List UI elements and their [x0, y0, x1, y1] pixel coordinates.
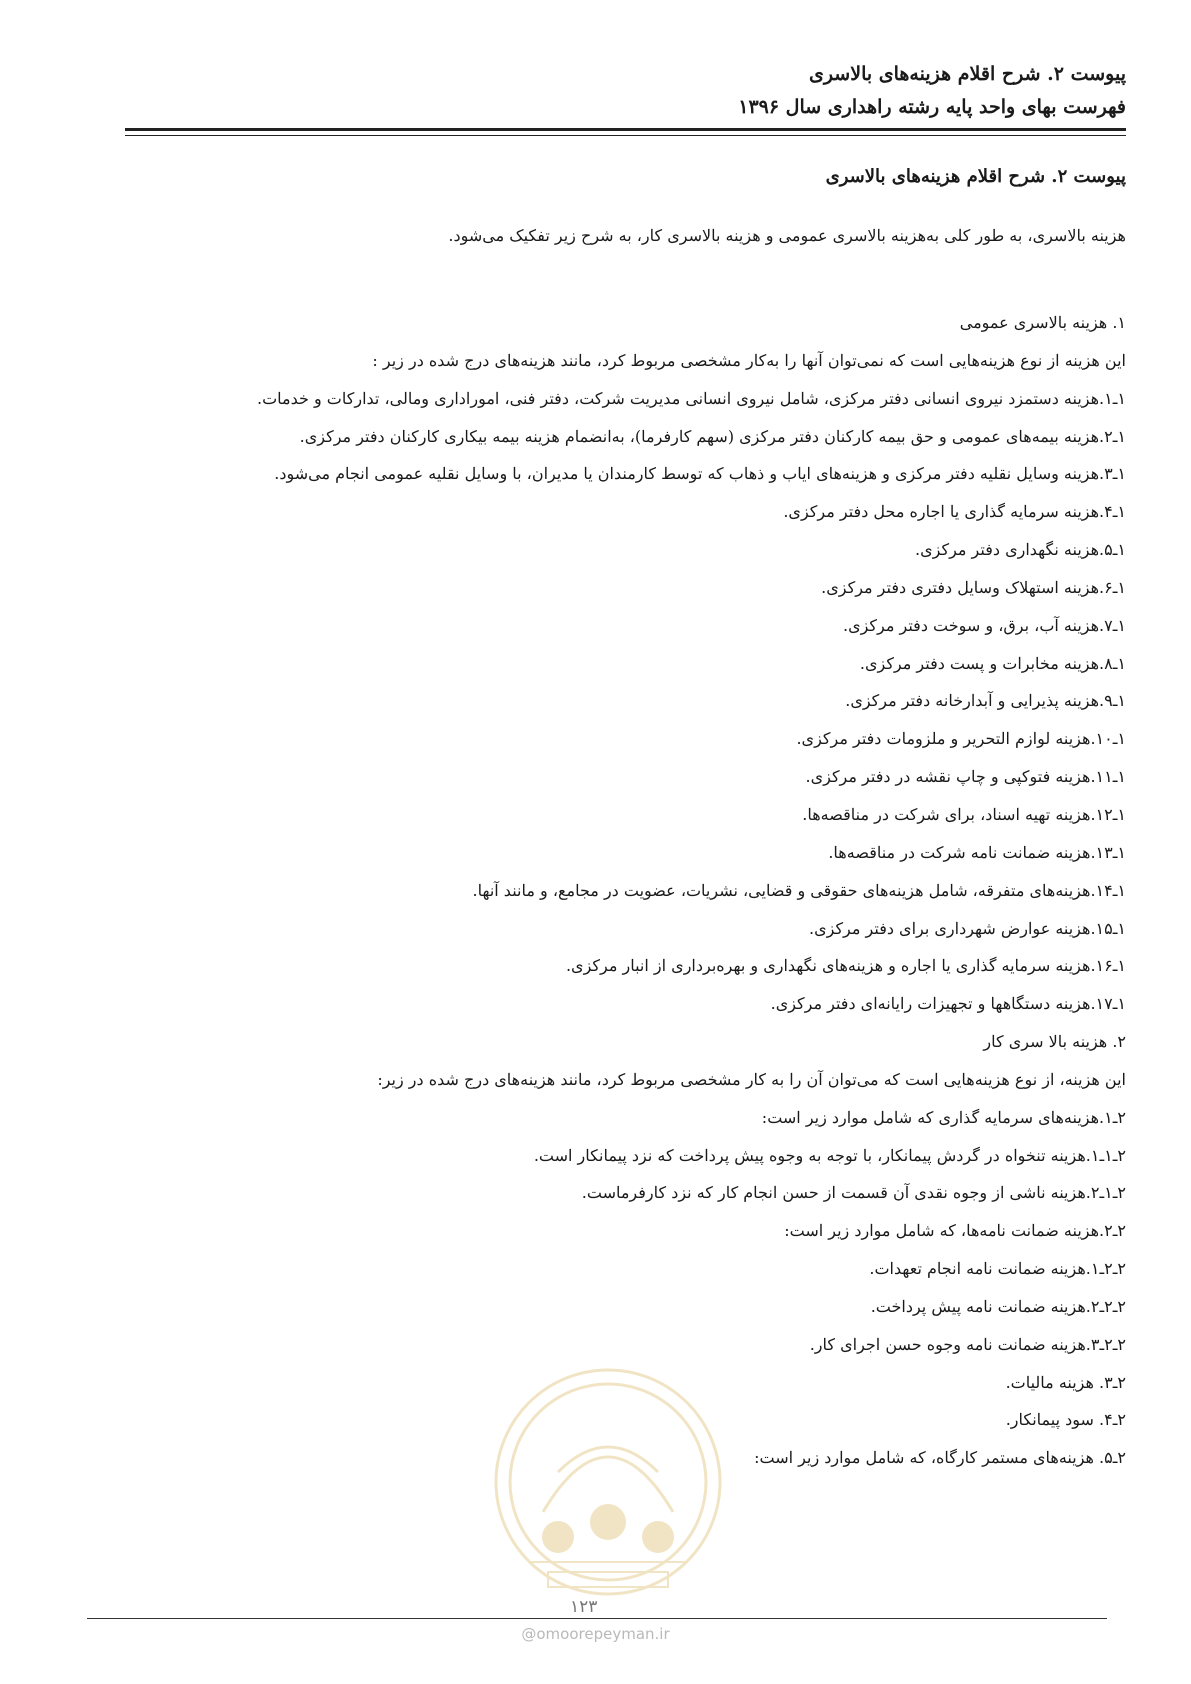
line-item-1-15: ۱ـ۱۵.هزینه عوارض شهرداری برای دفتر مرکزی.: [809, 918, 1126, 938]
page-header: [126, 58, 1126, 124]
line-item-2-2-1: ۲ـ۲ـ۱.هزینه ضمانت نامه انجام تعهدات.: [869, 1259, 1126, 1279]
line-item-1-7: ۱ـ۷.هزینه آب، برق، و سوخت دفتر مرکزی.: [842, 615, 1126, 635]
line-item-2-1-2: ۲ـ۱ـ۲.هزینه ناشی از وجوه نقدی آن قسمت از حسن انجام کار که نزد کارفرماست.: [581, 1183, 1126, 1203]
header-line-1: پیوست ۲. شرح اقلام هزینه‌های بالاسری: [808, 63, 1126, 85]
page-number: ۱۲۳: [570, 1597, 598, 1617]
footer-website-watermark: @omoorepeyman.ir: [521, 1625, 670, 1643]
line-item-1-9: ۱ـ۹.هزینه پذیرایی و آبدارخانه دفتر مرکزی.: [845, 691, 1126, 711]
line-overhead-general: ۱. هزینه بالاسری عمومی: [959, 313, 1126, 332]
line-item-2-2: ۲ـ۲.هزینه ضمانت نامه‌ها، که شامل موارد زیر است:: [784, 1221, 1126, 1241]
line-item-2-3: ۲ـ۳. هزینه مالیات.: [1005, 1372, 1126, 1392]
line-item-2-4: ۲ـ۴. سود پیمانکار.: [1005, 1410, 1126, 1430]
header-rule-thin: [125, 135, 1126, 136]
line-item-1-14: ۱ـ۱۴.هزینه‌های متفرقه، شامل هزینه‌های حقوقی و قضایی، نشریات، عضویت در مجامع، و مانند آنها.: [472, 880, 1126, 900]
line-item-2-2-3: ۲ـ۲ـ۳.هزینه ضمانت نامه وجوه حسن اجرای کار.: [809, 1334, 1126, 1354]
line-overhead-work: ۲. هزینه بالا سری کار: [983, 1032, 1126, 1052]
line-item-1-6: ۱ـ۶.هزینه استهلاک وسایل دفتری دفتر مرکزی.: [821, 577, 1126, 597]
line-item-1-5: ۱ـ۵.هزینه نگهداری دفتر مرکزی.: [915, 540, 1126, 560]
line-item-1-1: ۱ـ۱.هزینه دستمزد نیروی انسانی دفتر مرکزی، شامل نیروی انسانی مدیریت شرکت، دفتر فنی، اموراداری ومالی، تدارکات و خدمات.: [257, 388, 1126, 408]
line-item-2-2-2: ۲ـ۲ـ۲.هزینه ضمانت نامه پیش پرداخت.: [870, 1296, 1126, 1316]
body-lines: [96, 304, 1126, 1477]
line-item-1-8: ۱ـ۸.هزینه مخابرات و پست دفتر مرکزی.: [859, 653, 1126, 673]
header-line-2: فهرست بهای واحد پایه رشته راهداری سال ۱۳۹۶: [738, 96, 1126, 118]
line-item-1-11: ۱ـ۱۱.هزینه فتوکپی و چاپ نقشه در دفتر مرکزی.: [805, 767, 1126, 787]
line-item-1-2: ۱ـ۲.هزینه بیمه‌های عمومی و حق بیمه کارکنان دفتر مرکزی (سهم کارفرما)، به‌انضمام هزینه بیمه بیکاری کارکنان دفتر مرکزی.: [299, 426, 1126, 446]
line-item-1-13: ۱ـ۱۳.هزینه ضمانت نامه شرکت در مناقصه‌ها.: [828, 842, 1126, 862]
line-item-1-12: ۱ـ۱۲.هزینه تهیه اسناد، برای شرکت در مناقصه‌ها.: [802, 804, 1126, 824]
line-item-1-10: ۱ـ۱۰.هزینه لوازم التحریر و ملزومات دفتر مرکزی.: [796, 729, 1126, 749]
line-item-2-1: ۲ـ۱.هزینه‌های سرمایه گذاری که شامل موارد زیر است:: [761, 1107, 1126, 1127]
intro-paragraph: هزینه بالاسری، به طور کلی به‌هزینه بالاسری عمومی و هزینه بالاسری کار، به شرح زیر تفکیک می‌شود.: [448, 226, 1126, 245]
section-title: پیوست ۲. شرح اقلام هزینه‌های بالاسری: [825, 166, 1126, 187]
line-item-1-17: ۱ـ۱۷.هزینه دستگاهها و تجهیزات رایانه‌ای دفتر مرکزی.: [770, 994, 1126, 1014]
line-item-1-3: ۱ـ۳.هزینه وسایل نقلیه دفتر مرکزی و هزینه‌های ایاب و ذهاب که توسط کارمندان یا مدیران، با وسایل نقلیه عمومی انجام می‌شود.: [274, 464, 1126, 484]
line-work-definition: این هزینه، از نوع هزینه‌هایی است که می‌توان آن را به کار مشخصی مربوط کرد، مانند هزینه‌های درج شده در زیر:: [377, 1069, 1126, 1089]
line-general-definition: این هزینه از نوع هزینه‌هایی است که نمی‌توان آنها را به‌کار مشخصی مربوط کرد، مانند هزینه‌های درج شده در زیر :: [372, 350, 1126, 370]
line-item-2-5: ۲ـ۵. هزینه‌های مستمر کارگاه، که شامل موارد زیر است:: [754, 1448, 1126, 1468]
header-rule-thick: [125, 128, 1126, 131]
line-item-1-16: ۱ـ۱۶.هزینه سرمایه گذاری یا اجاره و هزینه‌های نگهداری و بهره‌برداری از انبار مرکزی.: [565, 956, 1126, 976]
footer-rule: [87, 1618, 1107, 1619]
line-item-1-4: ۱ـ۴.هزینه سرمایه گذاری یا اجاره محل دفتر مرکزی.: [783, 502, 1126, 522]
line-item-2-1-1: ۲ـ۱ـ۱.هزینه تنخواه در گردش پیمانکار، با توجه به وجوه پیش پرداخت که نزد پیمانکار است.: [533, 1145, 1126, 1165]
